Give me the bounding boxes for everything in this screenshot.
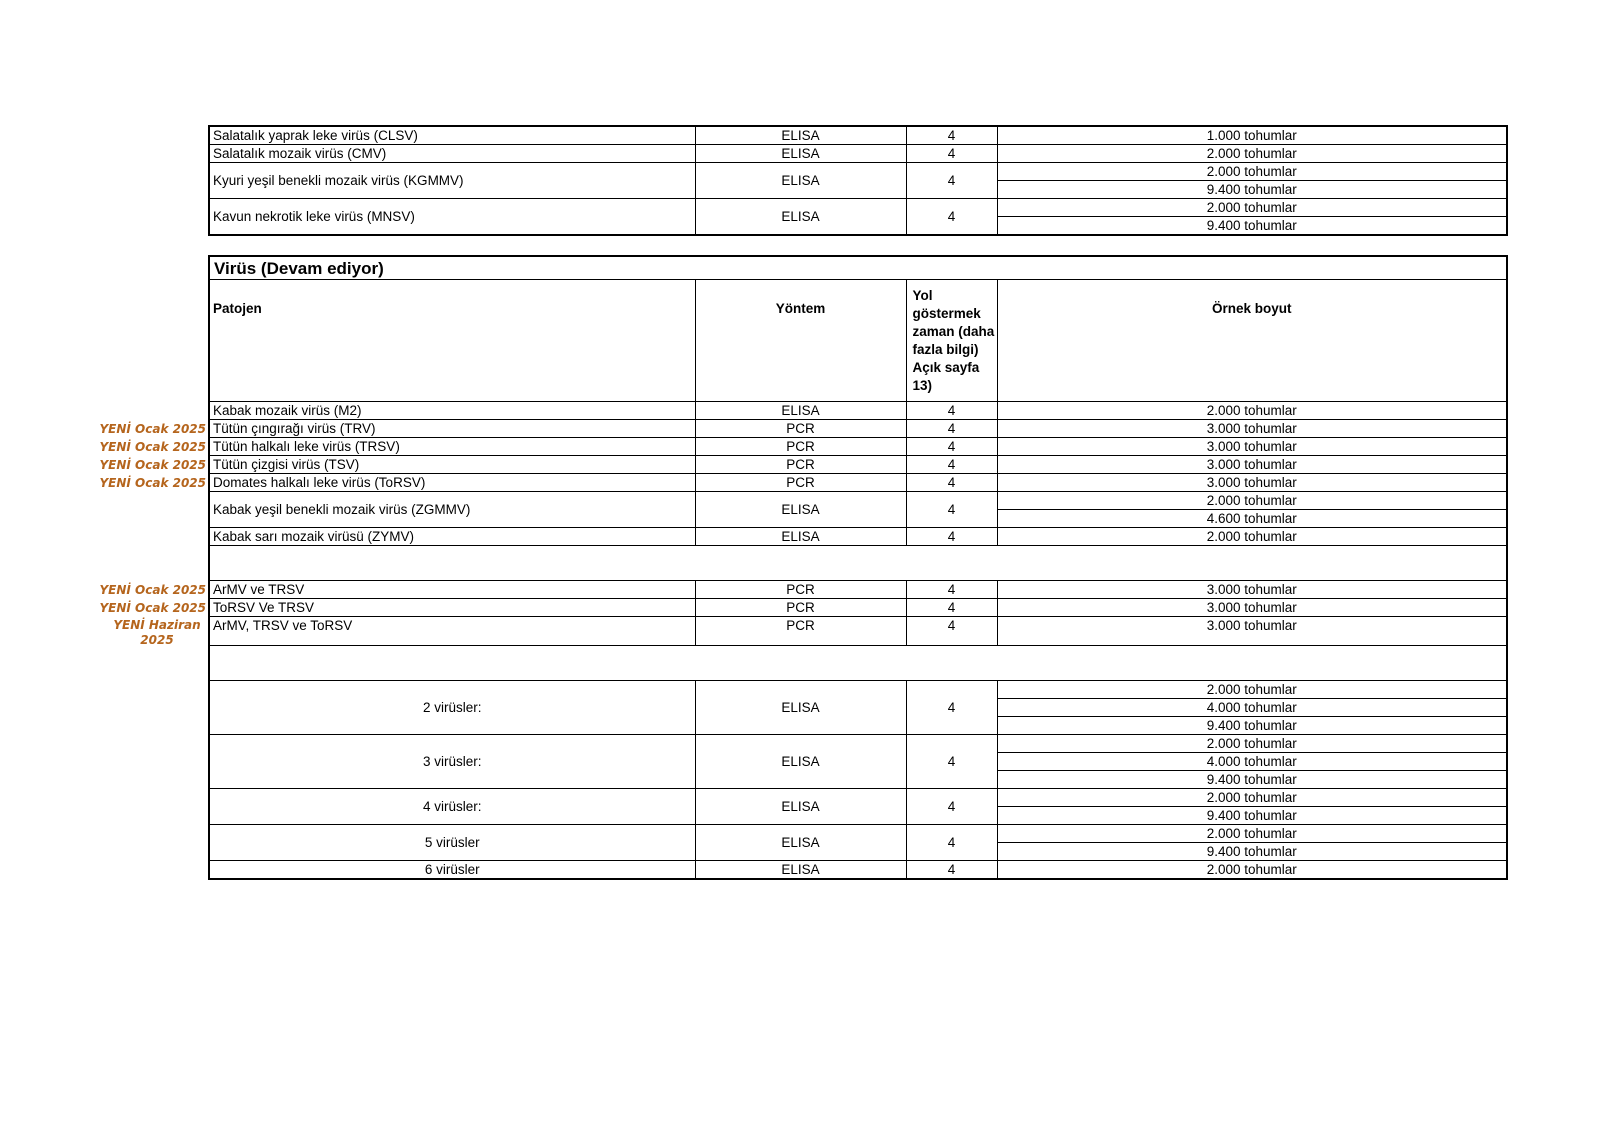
lead-time-cell: 4 <box>906 199 997 236</box>
sample-size-cell: 2.000 tohumlar <box>997 528 1507 546</box>
method-cell: PCR <box>695 456 906 474</box>
new-note-label: YENİ Ocak 2025 <box>99 475 206 490</box>
new-note-label: YENİ Haziran 2025 <box>113 617 201 647</box>
method-cell: PCR <box>695 581 906 599</box>
table-row <box>209 145 1507 163</box>
method-cell: ELISA <box>695 861 906 880</box>
lead-time-cell: 4 <box>906 528 997 546</box>
sample-size-cell: 2.000 tohumlar <box>997 402 1507 420</box>
table-row <box>209 735 1507 753</box>
pathogen-cell: Kabak sarı mozaik virüsü (ZYMV) <box>209 528 695 546</box>
header-row <box>209 280 1507 402</box>
method-cell: PCR <box>695 599 906 617</box>
table-row <box>209 438 1507 456</box>
pathogen-cell: Kavun nekrotik leke virüs (MNSV) <box>209 199 695 236</box>
sample-size-cell: 4.600 tohumlar <box>997 510 1507 528</box>
header-method: Yöntem <box>695 280 906 402</box>
pathogen-cell: Tütün halkalı leke virüs (TRSV) <box>209 438 695 456</box>
header-pathogen: Patojen <box>209 280 695 402</box>
sample-size-cell: 2.000 tohumlar <box>997 163 1507 181</box>
new-note-label: YENİ Ocak 2025 <box>99 457 206 472</box>
table-row <box>209 492 1507 510</box>
virus-table-main <box>208 255 1508 880</box>
lead-time-cell: 4 <box>906 789 997 825</box>
pathogen-cell: Tütün çıngırağı virüs (TRV) <box>209 420 695 438</box>
lead-time-cell: 4 <box>906 420 997 438</box>
method-cell: ELISA <box>695 126 906 145</box>
table-row <box>209 528 1507 546</box>
pathogen-cell: Kyuri yeşil benekli mozaik virüs (KGMMV) <box>209 163 695 199</box>
lead-time-cell: 4 <box>906 599 997 617</box>
sample-size-cell: 3.000 tohumlar <box>997 420 1507 438</box>
pathogen-cell: 6 virüsler <box>209 861 695 880</box>
method-cell: ELISA <box>695 199 906 236</box>
table-row <box>209 163 1507 181</box>
lead-time-cell: 4 <box>906 681 997 735</box>
lead-time-cell: 4 <box>906 126 997 145</box>
new-note-label: YENİ Ocak 2025 <box>99 421 206 436</box>
lead-time-cell: 4 <box>906 145 997 163</box>
method-cell: ELISA <box>695 825 906 861</box>
virus-table-top-body <box>209 126 1507 235</box>
pathogen-cell: Kabak yeşil benekli mozaik virüs (ZGMMV) <box>209 492 695 528</box>
lead-time-cell: 4 <box>906 474 997 492</box>
sample-size-cell: 9.400 tohumlar <box>997 771 1507 789</box>
table-row <box>209 474 1507 492</box>
method-cell: ELISA <box>695 145 906 163</box>
pathogen-cell: 2 virüsler: <box>209 681 695 735</box>
table-row <box>209 126 1507 145</box>
section-title-row <box>209 256 1507 280</box>
sample-size-cell: 2.000 tohumlar <box>997 735 1507 753</box>
table-row <box>209 402 1507 420</box>
new-note-label: YENİ Ocak 2025 <box>99 582 206 597</box>
lead-time-cell: 4 <box>906 581 997 599</box>
method-cell: ELISA <box>695 681 906 735</box>
lead-time-cell: 4 <box>906 163 997 199</box>
sample-size-cell: 2.000 tohumlar <box>997 145 1507 163</box>
pathogen-cell: 4 virüsler: <box>209 789 695 825</box>
table-row <box>209 599 1507 617</box>
method-cell: PCR <box>695 420 906 438</box>
table-row <box>209 789 1507 807</box>
table-row <box>209 456 1507 474</box>
pathogen-cell: Salatalık yaprak leke virüs (CLSV) <box>209 126 695 145</box>
sample-size-cell: 2.000 tohumlar <box>997 789 1507 807</box>
lead-time-cell: 4 <box>906 438 997 456</box>
spacer-cell <box>209 646 1507 681</box>
virus-table-top <box>208 125 1508 236</box>
table-row <box>209 681 1507 699</box>
sample-size-cell: 9.400 tohumlar <box>997 181 1507 199</box>
pathogen-cell: 5 virüsler <box>209 825 695 861</box>
new-note-label: YENİ Ocak 2025 <box>99 600 206 615</box>
lead-time-cell: 4 <box>906 492 997 528</box>
sample-size-cell: 9.400 tohumlar <box>997 843 1507 861</box>
virus-table-main-body <box>209 256 1507 879</box>
lead-time-cell: 4 <box>906 861 997 880</box>
table-row <box>209 825 1507 843</box>
pathogen-cell: Domates halkalı leke virüs (ToRSV) <box>209 474 695 492</box>
sample-size-cell: 2.000 tohumlar <box>997 825 1507 843</box>
sample-size-cell: 2.000 tohumlar <box>997 681 1507 699</box>
lead-time-cell: 4 <box>906 402 997 420</box>
sample-size-cell: 4.000 tohumlar <box>997 699 1507 717</box>
sample-size-cell: 9.400 tohumlar <box>997 717 1507 735</box>
sample-size-cell: 3.000 tohumlar <box>997 617 1507 646</box>
sample-size-cell: 2.000 tohumlar <box>997 199 1507 217</box>
method-cell: ELISA <box>695 402 906 420</box>
pathogen-cell: ToRSV Ve TRSV <box>209 599 695 617</box>
method-cell: ELISA <box>695 789 906 825</box>
sample-size-cell: 4.000 tohumlar <box>997 753 1507 771</box>
table-row <box>209 617 1507 646</box>
table-row <box>209 420 1507 438</box>
header-lead-time: Yol göstermek zaman (daha fazla bilgi) Açık sayfa 13) <box>906 280 997 402</box>
pathogen-cell: Tütün çizgisi virüs (TSV) <box>209 456 695 474</box>
method-cell: PCR <box>695 617 906 646</box>
method-cell: ELISA <box>695 163 906 199</box>
method-cell: ELISA <box>695 735 906 789</box>
sample-size-cell: 2.000 tohumlar <box>997 492 1507 510</box>
method-cell: PCR <box>695 438 906 456</box>
pathogen-cell: Kabak mozaik virüs (M2) <box>209 402 695 420</box>
method-cell: ELISA <box>695 528 906 546</box>
sample-size-cell: 3.000 tohumlar <box>997 599 1507 617</box>
lead-time-cell: 4 <box>906 825 997 861</box>
section-title: Virüs (Devam ediyor) <box>209 256 1507 280</box>
table-row <box>209 581 1507 599</box>
sample-size-cell: 3.000 tohumlar <box>997 581 1507 599</box>
table-row <box>209 199 1507 217</box>
sample-size-cell: 3.000 tohumlar <box>997 438 1507 456</box>
new-note-label: YENİ Ocak 2025 <box>99 439 206 454</box>
method-cell: ELISA <box>695 492 906 528</box>
header-sample-size: Örnek boyut <box>997 280 1507 402</box>
lead-time-cell: 4 <box>906 617 997 646</box>
spacer-row <box>209 546 1507 581</box>
sample-size-cell: 2.000 tohumlar <box>997 861 1507 880</box>
pathogen-cell: ArMV ve TRSV <box>209 581 695 599</box>
sample-size-cell: 3.000 tohumlar <box>997 456 1507 474</box>
spacer-cell <box>209 546 1507 581</box>
pathogen-cell: ArMV, TRSV ve ToRSV <box>209 617 695 646</box>
sample-size-cell: 1.000 tohumlar <box>997 126 1507 145</box>
lead-time-cell: 4 <box>906 456 997 474</box>
method-cell: PCR <box>695 474 906 492</box>
sample-size-cell: 9.400 tohumlar <box>997 807 1507 825</box>
pathogen-cell: Salatalık mozaik virüs (CMV) <box>209 145 695 163</box>
sample-size-cell: 9.400 tohumlar <box>997 217 1507 236</box>
sample-size-cell: 3.000 tohumlar <box>997 474 1507 492</box>
spacer-row <box>209 646 1507 681</box>
pathogen-cell: 3 virüsler: <box>209 735 695 789</box>
lead-time-cell: 4 <box>906 735 997 789</box>
table-row <box>209 861 1507 880</box>
